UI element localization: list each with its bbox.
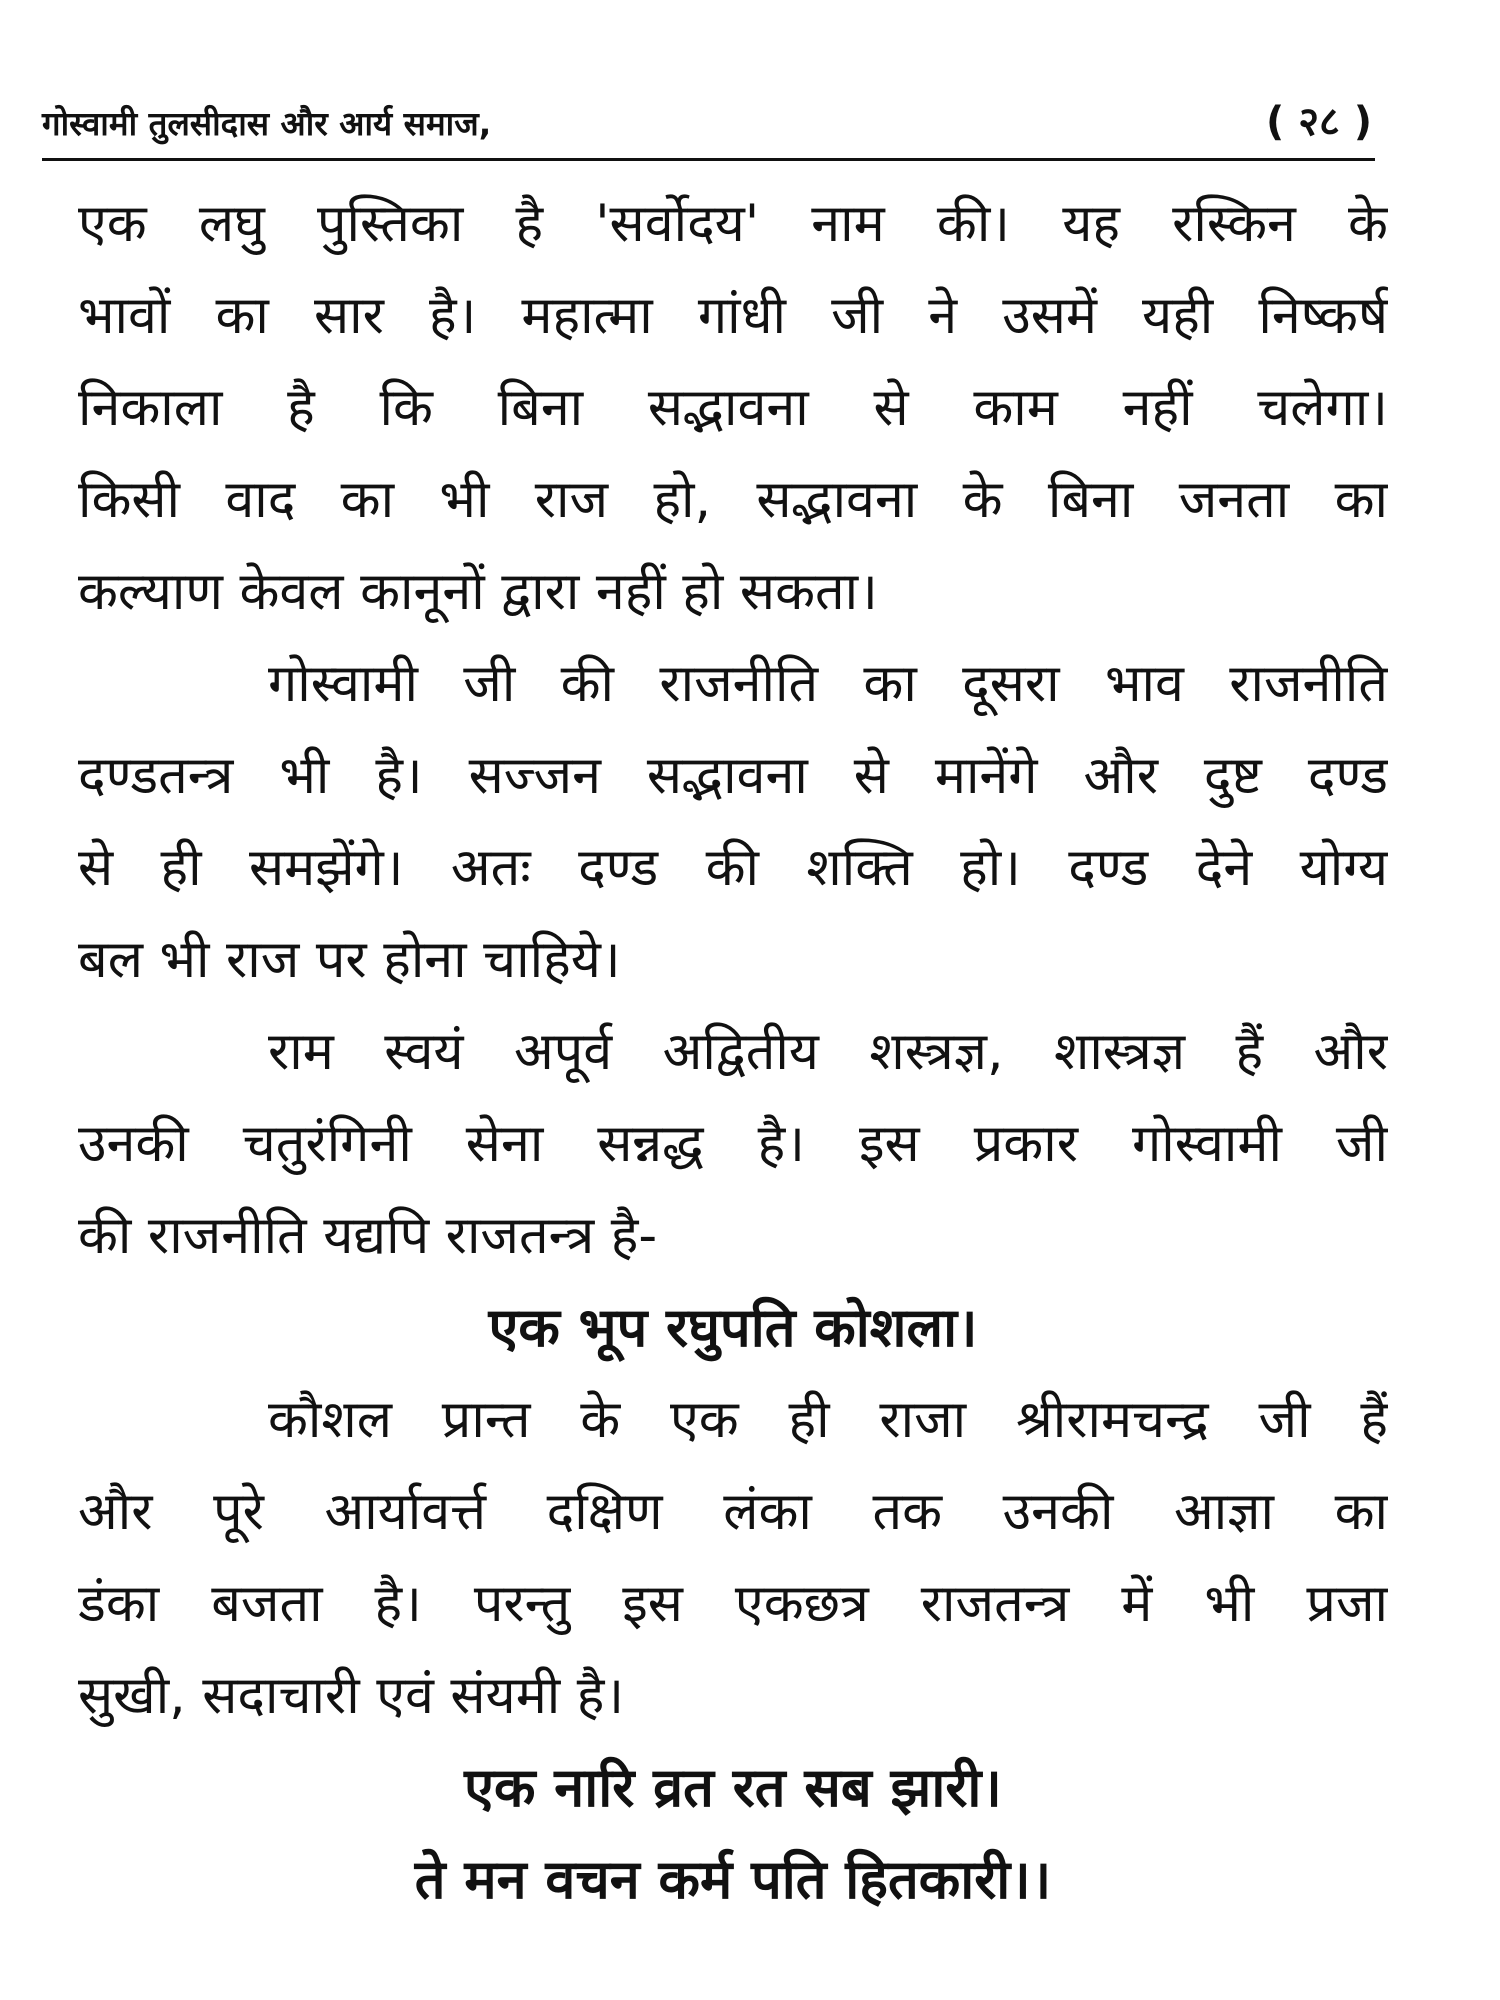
header-rule [42, 158, 1375, 161]
verse-line-1: एक भूप रघुपति कोशला। [488, 1296, 978, 1359]
paragraph-2-line-1: गोस्वामी जी की राजनीति का दूसरा भाव राजनीति [268, 654, 1388, 714]
paragraph-4-line-2: और पूरे आर्यावर्त्त दक्षिण लंका तक उनकी आज्ञा का [78, 1482, 1388, 1542]
paragraph-2-line-3: से ही समझेंगे। अतः दण्ड की शक्ति हो। दण्ड देने योग्य [78, 838, 1388, 898]
paragraph-1-line-3: निकाला है कि बिना सद्भावना से काम नहीं चलेगा। [78, 378, 1388, 438]
paragraph-3-line-1: राम स्वयं अपूर्व अद्वितीय शस्त्रज्ञ, शास्त्रज्ञ हैं और [268, 1022, 1388, 1082]
paragraph-4-line-4: सुखी, सदाचारी एवं संयमी है। [78, 1666, 625, 1726]
paragraph-3-line-3: की राजनीति यद्यपि राजतन्त्र है- [78, 1206, 658, 1266]
paragraph-1-line-1: एक लघु पुस्तिका है 'सर्वोदय' नाम की। यह रस्किन के [78, 194, 1388, 254]
body-text [78, 178, 1388, 1926]
paragraph-2-line-2: दण्डतन्त्र भी है। सज्जन सद्भावना से मानेंगे और दुष्ट दण्ड [78, 746, 1388, 806]
paragraph-3-line-2: उनकी चतुरंगिनी सेना सन्नद्ध है। इस प्रकार गोस्वामी जी [78, 1114, 1388, 1174]
paragraph-1-line-2: भावों का सार है। महात्मा गांधी जी ने उसमें यही निष्कर्ष [78, 286, 1388, 346]
page-number: ( २८ ) [1265, 99, 1372, 145]
paragraph-4-line-1: कौशल प्रान्त के एक ही राजा श्रीरामचन्द्र जी हैं [268, 1390, 1388, 1450]
paragraph-1-line-4: किसी वाद का भी राज हो, सद्भावना के बिना जनता का [78, 470, 1388, 530]
verse-line-3: ते मन वचन कर्म पति हितकारी।। [414, 1848, 1052, 1911]
paragraph-4-line-3: डंका बजता है। परन्तु इस एकछत्र राजतन्त्र में भी प्रजा [78, 1574, 1388, 1634]
running-title: गोस्वामी तुलसीदास और आर्य समाज, [42, 104, 492, 143]
running-header [42, 92, 1372, 152]
paragraph-1-line-5: कल्याण केवल कानूनों द्वारा नहीं हो सकता। [78, 562, 878, 622]
paragraph-2-line-4: बल भी राज पर होना चाहिये। [78, 930, 621, 990]
verse-line-2: एक नारि व्रत रत सब झारी। [464, 1756, 1002, 1819]
